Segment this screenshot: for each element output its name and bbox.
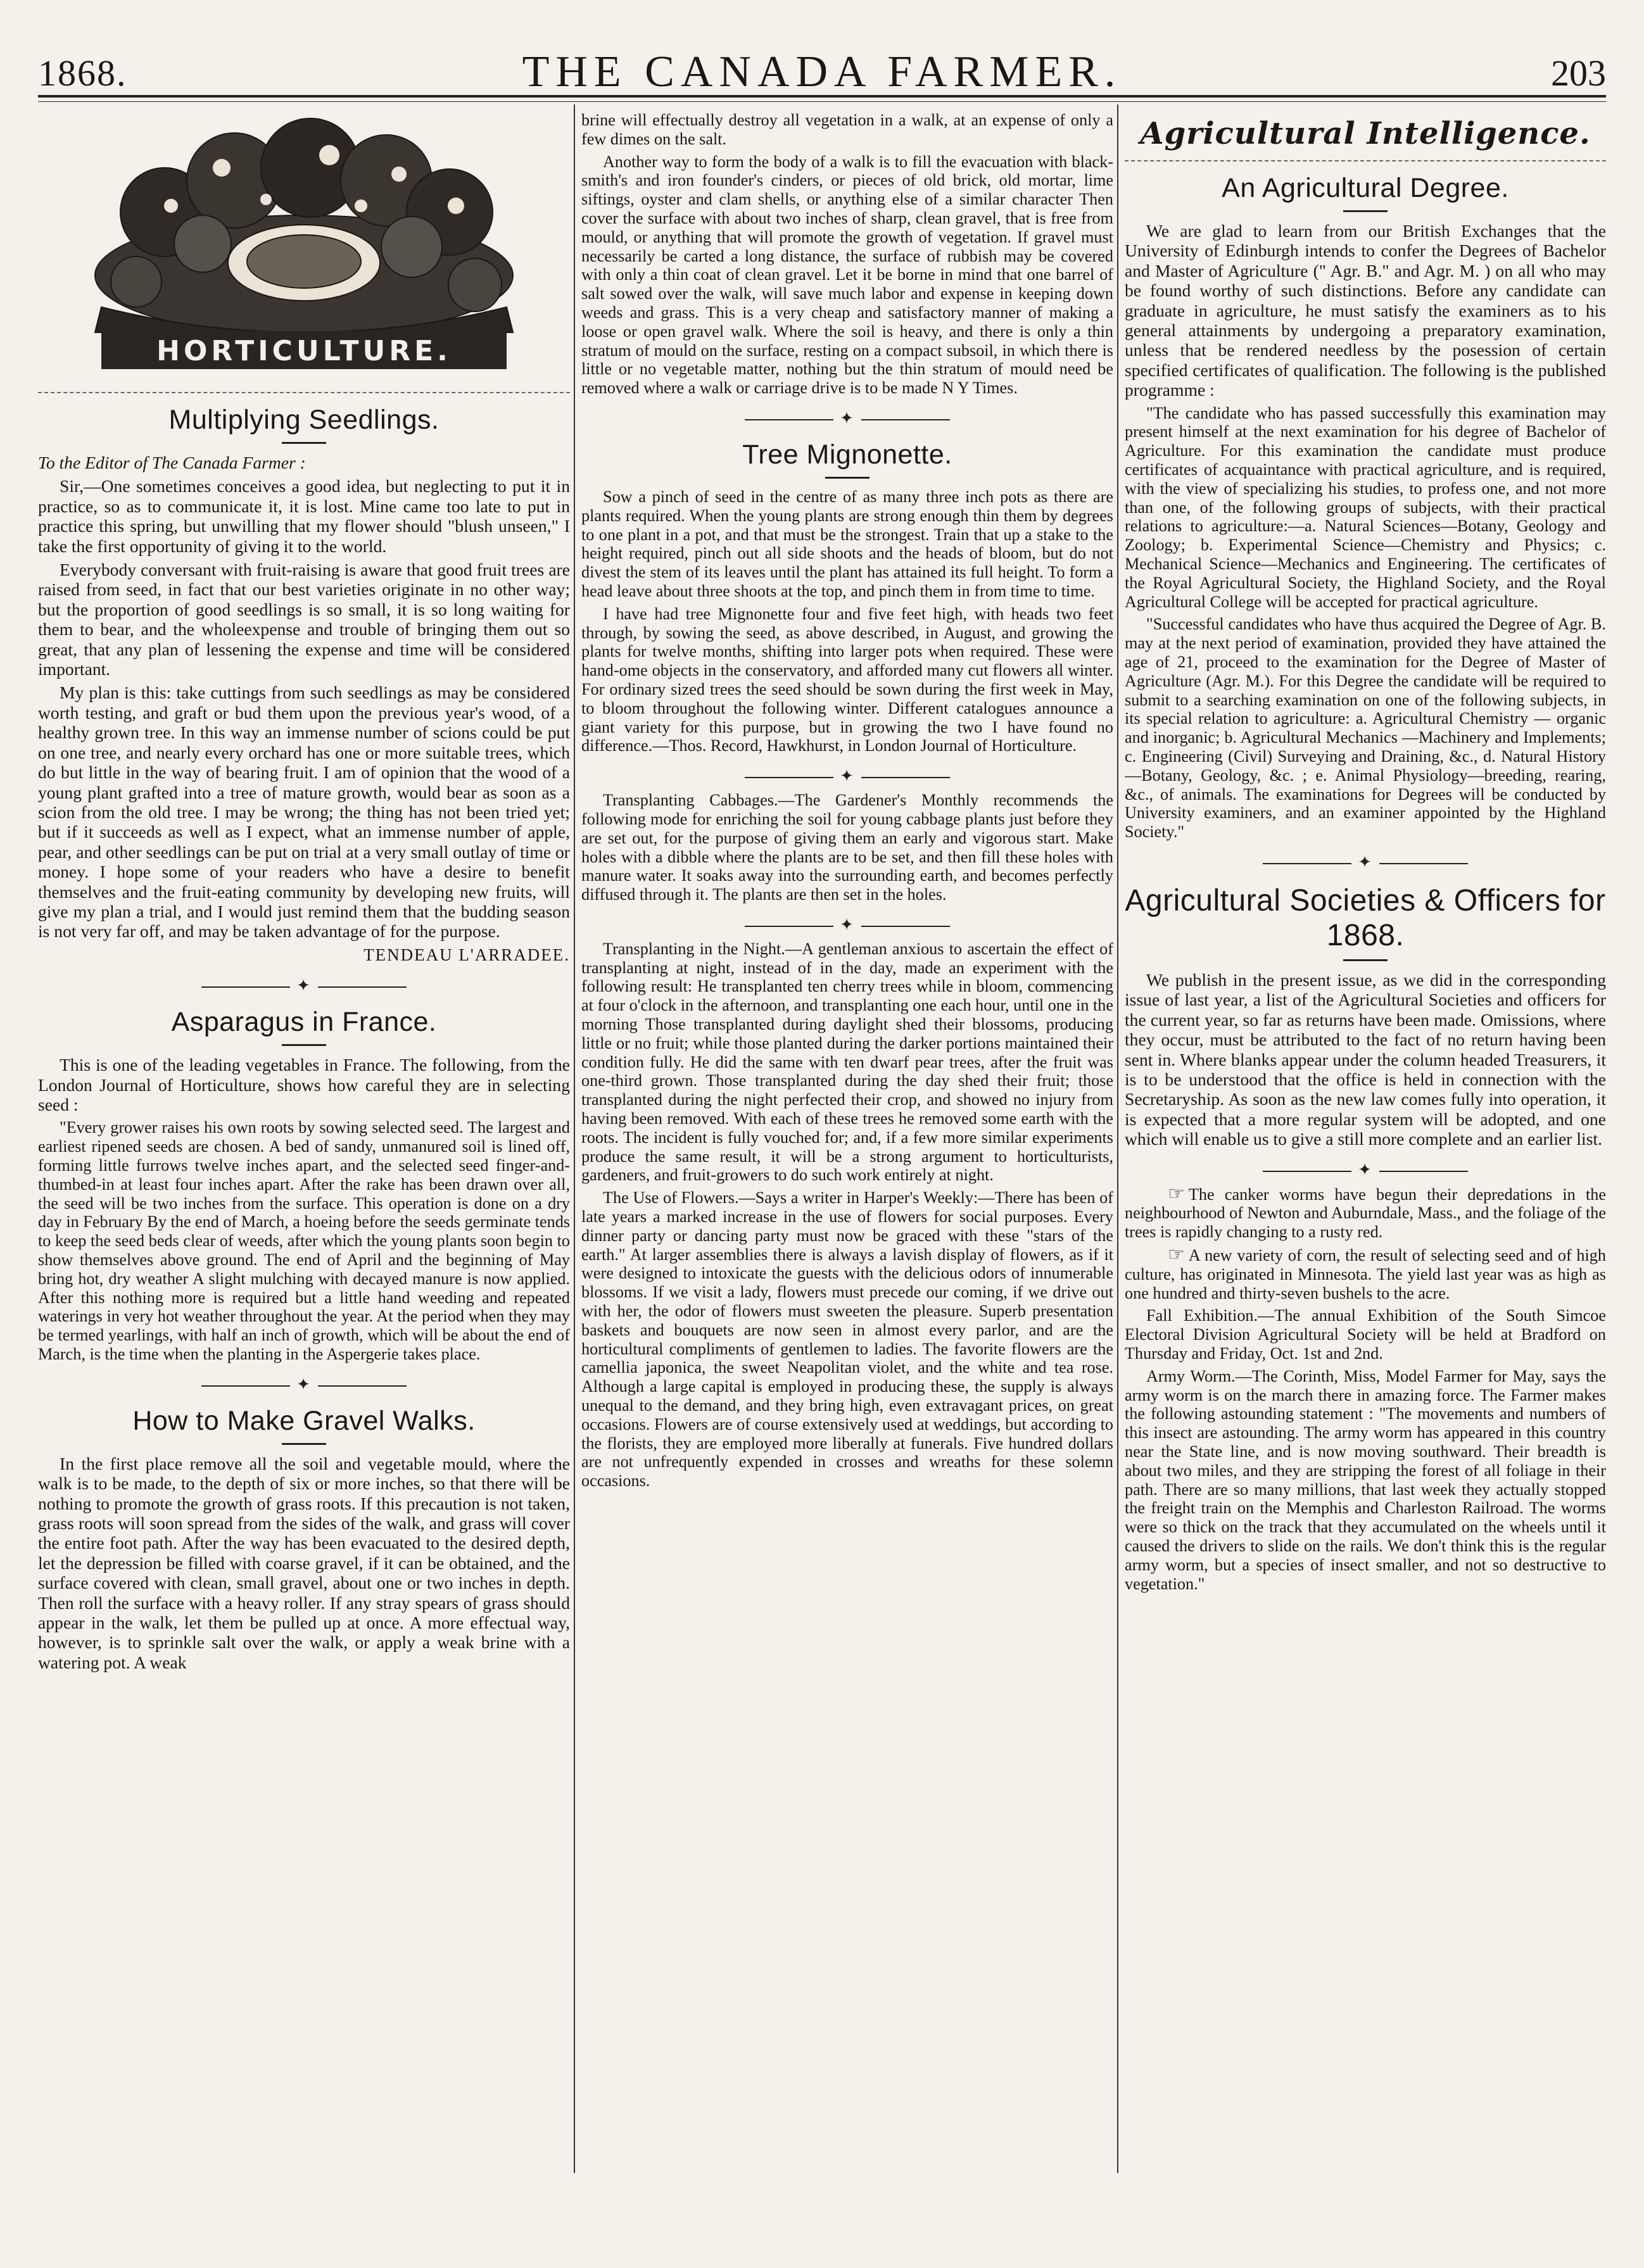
ornament-divider: ✦ [1125, 853, 1606, 872]
paragraph: We are glad to learn from our British Exchanges that the University of Edinburgh intends to confer the Degrees of Bachelor and Master of Agriculture (" Agr. B." and Agr. M. ) on all who may be found worthy of such distinctions. Before any candidate can graduate in agriculture, he must satisfy the examiners as to his general attainments by undergoing a preparatory examination, unless that be rendered needless by the posession of certain specified certificates of qualification. The following is the published programme : [1125, 221, 1606, 400]
salutation: To the Editor of The Canada Farmer : [38, 453, 306, 472]
paragraph: In the first place remove all the soil and vegetable mould, where the walk is to be made, to the depth of six or more inches, so that there will be nothing to promote the growth of grass roots. If this precaution is not taken, grass roots will soon spread from the sides of the walk, and grass will cover the entire foot path. After the way has been evacuated to the desired depth, let the depression be filled with coarse gravel, if it can be obtained, and the surface covered with clean, small gravel, about one or two inches in depth. Then roll the surface with a heavy roller. If any stray spears of grass should appear in the walk, let them be pulled up at once. A more effectual way, however, is to sprinkle salt over the walk, or apply a weak brine with a watering pot. A weak [38, 1453, 570, 1672]
paragraph: Another way to form the body of a walk is to fill the evacuation with black-smith's and iron founder's cinders, or pieces of old brick, old mortar, lime siftings, oyster and clam shells, or anything else of a similar character Then cover the surface with about two inches of sharp, clean gravel, that is free from mould, or anything that will promote the growth of vegetation. If gravel must necessarily be carted a long distance, the surface of rubbish may be covered with only a thin coat of clean gravel. Let it be borne in mind that one barrel of salt sowed over the walk, will save much labor and expense in keeping down weeds and grass. This is a very cheap and satisfactory manner of making a loose or open gravel walk. Where the soil is heavy, and there is only a thin stratum of mould on the surface, resting on a compact subsoil, in which there is little or no vegetable matter, nothing but the thin stratum of mould need be removed where a walk or carriage drive is to be made N Y Times. [581, 152, 1113, 398]
page-header [38, 38, 1606, 120]
paragraph: Sow a pinch of seed in the centre of as many three inch pots as there are plants required. When the young plants are strong enough thin them by degrees to one plant in a pot, and that must be the strongest. Train that up a stake to the height required, pinch out all side shoots and the heads of bloom, but do not divest the stem of its leaves until the plant has attained its full height. To form a head leave about three shoots at the top, and pinch them in from time to time. [581, 487, 1113, 600]
horticulture-vignette-illustration [76, 117, 532, 383]
paragraph: Everybody conversant with fruit-raising is aware that good fruit trees are raised from seed, in fact that our best varieties originate in no other way; but the proportion of good seedlings is so small, it is so long waiting for them to bear, and the wholeexpense and trouble of bringing them out so great, that any plan of lessening the expense and time will be considered important. [38, 560, 570, 679]
paragraph: A new variety of corn, the result of selecting seed and of high culture, has originated in Minnesota. The yield last year was as high as one hundred and thirty-seven bushels to the acre. [1125, 1246, 1606, 1302]
paragraph: "Successful candidates who have thus acquired the Degree of Agr. B. may at the next period of examination, provided they have attained the age of 21, proceed to the examination for the Degree of Master of Agriculture (Agr. M.). For this Degree the candidate will be required to submit to a searching examination on one of the following subjects, in its special relation to agriculture: a. Agricultural Chemistry — organic and inorganic; b. Agricultural Mechanics —Machinery and Implements; c. Engineering (Civil) Surveying and Draining, &c., d. Natural History—Botany, Geology, &c. ; e. Animal Physiology—breeding, rearing, &c., of animals. The examinations for Degrees will be conducted by University examiners, and an examiner appointed by the Highland Society." [1125, 615, 1606, 841]
signature: TENDEAU L'ARRADEE. [364, 945, 570, 964]
paragraph: Sir,—One sometimes conceives a good idea, but neglecting to put it in practice, so as to communicate it, it is lost. Mine came too late to put in practice this spring, but unwilling that my flower should "blush unseen," I take the first opportunity of giving it to the world. [38, 476, 570, 556]
ornament-divider: ✦ [38, 1375, 570, 1394]
column-middle [581, 111, 1113, 2173]
page-number: 203 [1551, 53, 1606, 94]
vignette-caption: HORTICULTURE. [156, 335, 452, 367]
column-right [1125, 111, 1606, 2173]
article-heading: Asparagus in France. [171, 1007, 437, 1038]
paragraph: I have had tree Mignonette four and five feet high, with heads two feet through, by sowing the seed, as above described, in August, and growing the plants for twelve months, shifting into larger pots when required. These were hand-ome objects in the conservatory, and afforded many cut flowers all winter. For ordinary sized trees the seed should be sown during the first week in May, to bloom throughout the following winter. Different catalogues announce a giant variety for this purpose, but in growing the two I have found no difference.—Thos. Record, Hawkhurst, in London Journal of Horticulture. [581, 604, 1113, 755]
divider [1343, 210, 1388, 212]
article-heading: Multiplying Seedlings. [168, 405, 439, 435]
paragraph: brine will effectually destroy all vegetation in a walk, at an expense of only a few dimes on the salt. [581, 111, 1113, 148]
ornament-divider: ✦ [38, 976, 570, 995]
paragraph: Transplanting Cabbages.—The Gardener's Monthly recommends the following mode for enriching the soil for young cabbage plants just before they are set out, for the purpose of giving them an early and vigorous start. Make holes with a dibble where the plants are to be set, and then fill these holes with manure water. It soaks away into the surrounding earth, and becomes perfectly diffused through it. The plants are then set in the holes. [581, 791, 1113, 904]
paragraph: The canker worms have begun their depredations in the neighbourhood of Newton and Auburndale, Mass., and the foliage of the trees is rapidly changing to a rusty red. [1125, 1185, 1606, 1242]
column-divider [1117, 104, 1118, 2173]
paragraph: This is one of the leading vegetables in France. The following, from the London Journal of Horticulture, shows how careful they are in selecting seed : [38, 1055, 570, 1114]
paragraph: Army Worm.—The Corinth, Miss, Model Farmer for May, says the army worm is on the march there in amazing force. The Farmer makes the following astounding statement : "The movements and numbers of this insect are astounding. The army worm has appeared in this country near the State line, and is now moving southward. Their breadth is about two miles, and they are stripping the forest of all foliage in their path. There are so many millions, that last week they actually stopped the freight train on the Memphis and Charleston Railroad. The worms were so thick on the track that they accumulated on the wheels until it caused the drivers to slide on the rails. We don't think this is the regular army worm, but a species of insect smaller, and not so destructive to vegetation." [1125, 1366, 1606, 1593]
header-rule [38, 95, 1606, 98]
ornament-divider: ✦ [581, 767, 1113, 786]
pointing-hand-icon: ☞ [1168, 1183, 1185, 1204]
section-title: Agricultural Intelligence. [1140, 116, 1591, 151]
divider [282, 1443, 326, 1445]
article-heading: Tree Mignonette. [742, 439, 952, 470]
paragraph: Fall Exhibition.—The annual Exhibition of the South Simcoe Electoral Division Agricultural Society will be held at Bradford on Thursday and Friday, Oct. 1st and 2nd. [1125, 1306, 1606, 1363]
paragraph: "Every grower raises his own roots by sowing selected seed. The largest and earliest ripened seeds are chosen. A bed of sandy, unmanured soil is lined off, forming little furrows twelve inches apart, and the selected seed finger-and-thumbed-in at least four inches apart. After the rake has been drawn over all, the seed will be two inches from the surface. This operation is done on a dry day in February By the end of March, a hoeing before the seeds germinate tends to keep the seed beds clear of weeds, after which the young plants soon begin to show themselves above ground. The end of April and the beginning of May bring hot, dry weather A slight mulching with decayed manure is now applied. After this nothing more is required but a little hand weeding and repeated waterings in very hot weather throughout the year. At the period when they may be termed yearlings, with half an inch of growth, which will be about the end of March, is the time when the planting in the Aspergerie takes place. [38, 1118, 570, 1363]
issue-year: 1868. [38, 53, 127, 94]
ornament-divider: ✦ [1125, 1161, 1606, 1180]
divider [282, 1044, 326, 1046]
divider [1125, 160, 1606, 161]
divider [1343, 959, 1388, 961]
paragraph: Transplanting in the Night.—A gentleman anxious to ascertain the effect of transplanting at night, instead of in the day, made an experiment with the following result: He transplanted ten cherry trees while in bloom, commencing at four o'clock in the afternoon, and transplanting one each hour, until one in the morning Those transplanted during daylight shed their blossoms, producing little or no fruit; while those planted during the darker portions maintained their condition fully. He did the same with ten dwarf pear trees, after the fruit was one-third grown. Those transplanted during the day shed their fruit; those transplanted during the night perfected their crop, and showed no injury from having been removed. With each of these trees he removed some earth with the roots. The incident is fully vouched for; and, if a few more similar experiments produce the same result, it will be a strong argument to horticulturists, gardeners, and fruit-growers to do such work entirely at night. [581, 939, 1113, 1185]
divider [38, 392, 570, 393]
ornament-divider: ✦ [581, 916, 1113, 935]
article-heading: Agricultural Societies & Officers for 1868. [1125, 883, 1606, 952]
column-divider [574, 104, 575, 2173]
header-rule-thin [38, 101, 1606, 102]
paragraph: My plan is this: take cuttings from such seedlings as may be considered worth testing, and graft or bud them upon the previous year's wood, of a healthy grown tree. In this way an immense number of scions could be put on one tree, and nearly every orchard has one or more suitable trees, which do but little in the way of bearing fruit. I am of opinion that the wood of a young plant grafted into a tree of mature growth, would bear as soon as a scion from the old tree. I may be wrong; the thing has not been tried yet; but if it succeeds as well as I expect, what an immense number of apple, pear, and other seedlings can be put on trial at a very small outlay of time or money. I hope some of your readers who have a desire to benefit themselves and the fruit-eating community by developing new fruits, will give my plan a trial, and I would just remind them that the budding season is not very far off, and may be taken advantage of for the purpose. [38, 683, 570, 942]
column-left [38, 111, 570, 2173]
divider [825, 477, 869, 479]
ornament-divider: ✦ [581, 409, 1113, 428]
paragraph: "The candidate who has passed successfully this examination may present himself at the next examination for his degree of Bachelor of Agriculture. For this examination the candidate must produce certificates of acquaintance with practical agriculture, and is required, with the view of specializing his studies, to profess one, and not more than one, of the following groups of subjects, with their practical relations to agriculture:—a. Natural Sciences—Botany, Geology and Zoology; b. Experimental Science—Chemistry and Physics; c. Mechanical Science—Mechanics and Engineering. The certificates of the Royal Agricultural Society, the Highland Society, and the Royal Agricultural College will be accepted for practical agriculture. [1125, 403, 1606, 611]
newspaper-title: THE CANADA FARMER. [522, 47, 1122, 96]
pointing-hand-icon: ☞ [1168, 1244, 1185, 1266]
article-heading: An Agricultural Degree. [1222, 173, 1509, 203]
article-heading: How to Make Gravel Walks. [132, 1405, 476, 1436]
divider [282, 442, 326, 444]
paragraph: We publish in the present issue, as we did in the corresponding issue of last year, a list of the Agricultural Societies and officers for the current year, so far as returns have been made. Omissions, where they occur, must be attributed to the fact of no return having been sent in. Where blanks appear under the column headed Treasurers, it is to be understood that the office is held in connection with the Secretaryship. As soon as the new law comes fully into operation, it is expected that a more regular system will be adopted, and one which will enable us to give a still more complete and an earlier list. [1125, 969, 1606, 1149]
paragraph: The Use of Flowers.—Says a writer in Harper's Weekly:—There has been of late years a marked increase in the use of flowers for social purposes. Every dinner party or dancing party must now be graced with these "stars of the earth." At larger assemblies there is always a lavish display of flowers, as if it were designed to intoxicate the guests with the delicious odors of innumerable blossoms. If we visit a lady, flowers must precede our coming, if we drive out with her, the odor of flowers must sweeten the pleasure. Superb presentation baskets and bouquets are now seen in almost every parlor, and are the horticultural compliments of gentlemen to ladies. The favorite flowers are the camellia japonica, the sweet Neapolitan violet, and the white and tea rose. Although a large capital is employed in producing these, the supply is always unequal to the demand, and they bring high, even extravagant prices, on great occasions. Flowers are of course extensively used at weddings, but according to the florists, they are employed more liberally at funerals. Five hundred dollars are not unfrequently expended in crosses and wreaths for these solemn occasions. [581, 1188, 1113, 1490]
